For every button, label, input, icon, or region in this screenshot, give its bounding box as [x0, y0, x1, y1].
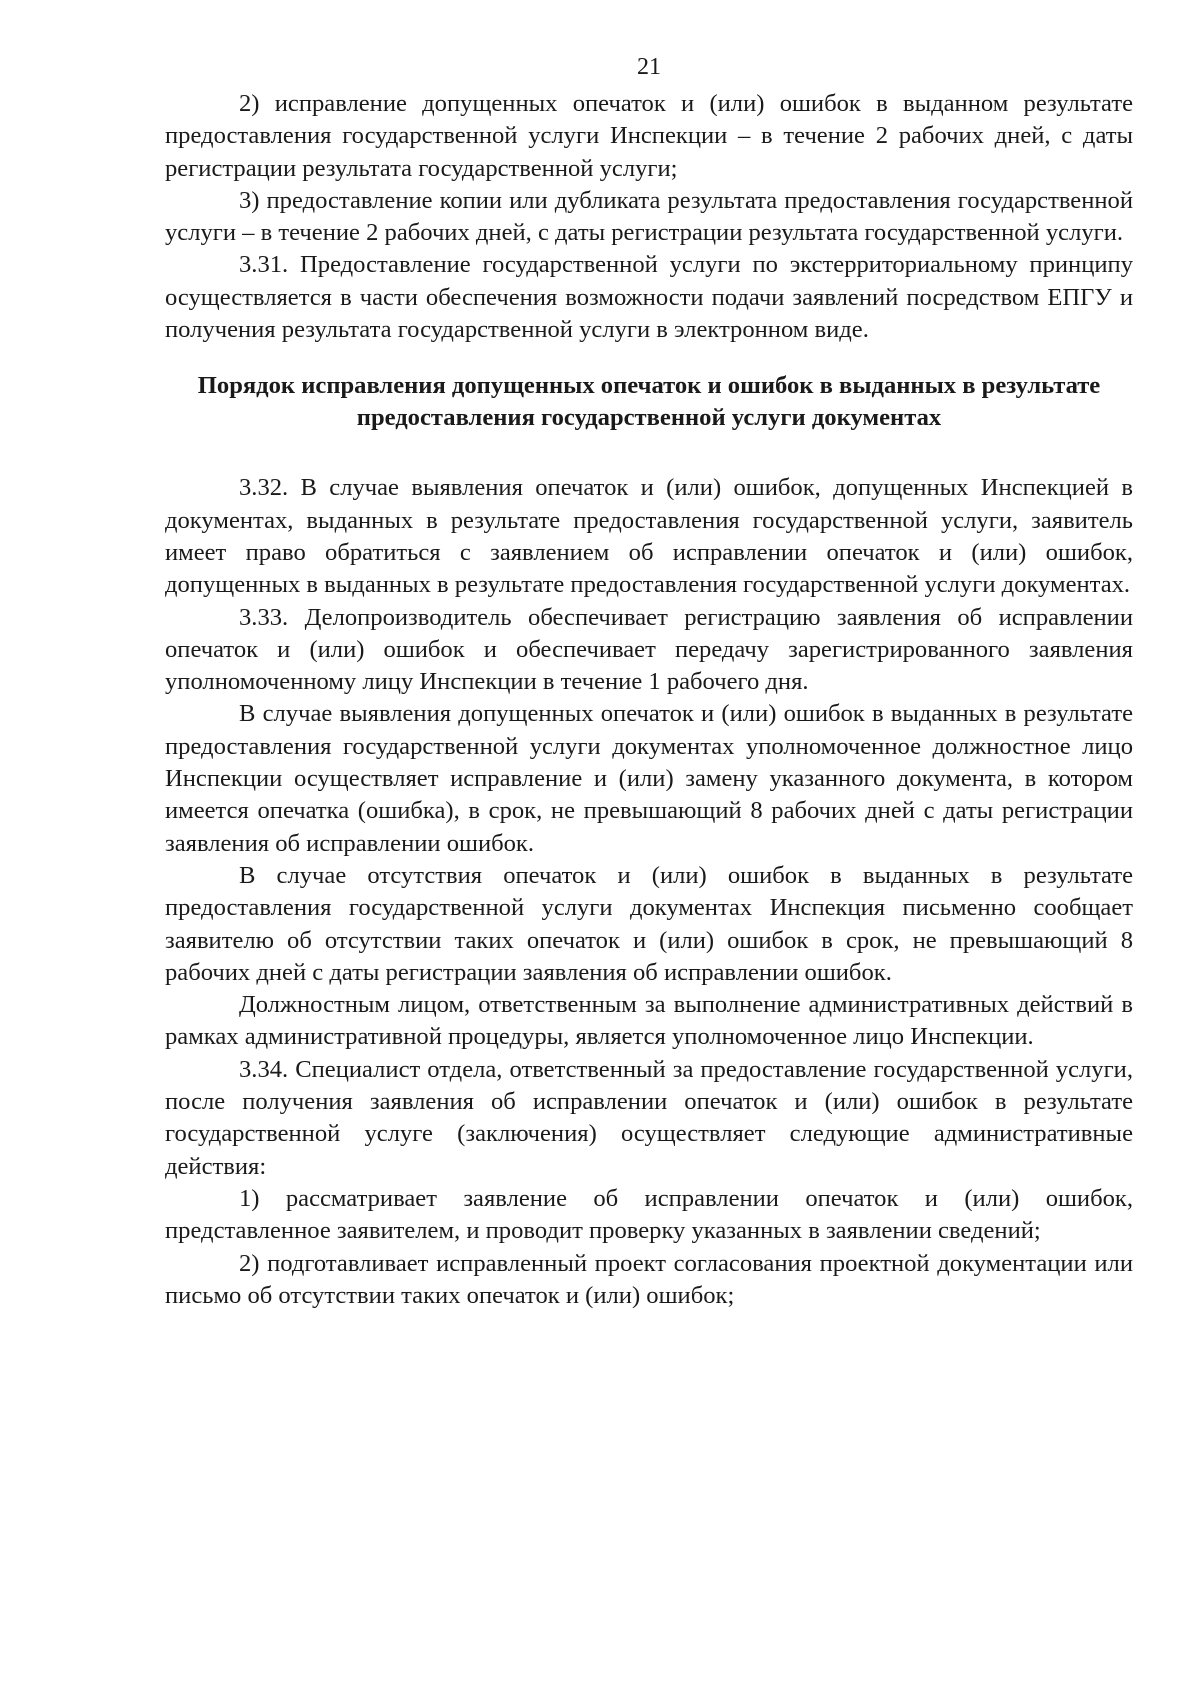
document-page [165, 52, 1133, 1312]
paragraph-3-32: 3.32. В случае выявления опечаток и (или) ошибок, допущенных Инспекцией в документах, выданных в результате предоставления государственной услуги, заявитель имеет право обратиться с заявлением об исправлении опечаток и (или) ошибок, допущенных в выданных в результате предоставления государственной услуги документах. [165, 474, 1133, 599]
paragraph-item-2-correction: 2) исправление допущенных опечаток и (или) ошибок в выданном результате предоставления государственной услуги Инспекции – в течение 2 рабочих дней, с даты регистрации результата государственной услуги; [165, 90, 1133, 182]
paragraph-errors-found: В случае выявления допущенных опечаток и (или) ошибок в выданных в результате предоставления государственной услуги документах уполномоченное должностное лицо Инспекции осуществляет исправление и (или) замену указанного документа, в котором имеется опечатка (ошибка), в срок, не превышающий 8 рабочих дней с даты регистрации заявления об исправлении ошибок. [165, 700, 1133, 857]
paragraph-3-33: 3.33. Делопроизводитель обеспечивает регистрацию заявления об исправлении опечаток и (или) ошибок и обеспечивает передачу зарегистрированного заявления уполномоченному лицу Инспекции в течение 1 рабочего дня. [165, 603, 1133, 696]
paragraph-item-2-prepare: 2) подготавливает исправленный проект согласования проектной документации или письмо об отсутствии таких опечаток и (или) ошибок; [165, 1249, 1133, 1309]
paragraph-3-34: 3.34. Специалист отдела, ответственный за предоставление государственной услуги, после получения заявления об исправлении опечаток и (или) ошибок в результате государственной услуге (заключения) осуществляет следующие административные действия: [165, 1055, 1133, 1180]
paragraph-no-errors: В случае отсутствия опечаток и (или) ошибок в выданных в результате предоставления государственной услуги документах Инспекция письменно сообщает заявителю об отсутствии таких опечаток и (или) ошибок в срок, не превышающий 8 рабочих дней с даты регистрации заявления об исправлении ошибок. [165, 861, 1133, 986]
paragraph-responsible-person: Должностным лицом, ответственным за выполнение административных действий в рамках административной процедуры, является уполномоченное лицо Инспекции. [165, 991, 1133, 1051]
paragraph-3-31: 3.31. Предоставление государственной услуги по экстерриториальному принципу осуществляется в части обеспечения возможности подачи заявлений посредством ЕПГУ и получения результата государственной услуги в электронном виде. [165, 251, 1133, 344]
section-heading: Порядок исправления допущенных опечаток и ошибок в выданных в результате предоставления государственной услуги документах [197, 372, 1101, 432]
paragraph-item-1-review: 1) рассматривает заявление об исправлении опечаток и (или) ошибок, представленное заявителем, и проводит проверку указанных в заявлении сведений; [165, 1184, 1133, 1245]
paragraph-item-3-copy: 3) предоставление копии или дубликата результата предоставления государственной услуги – в течение 2 рабочих дней, с даты регистрации результата государственной услуги. [165, 186, 1133, 247]
page-number: 21 [637, 54, 661, 80]
